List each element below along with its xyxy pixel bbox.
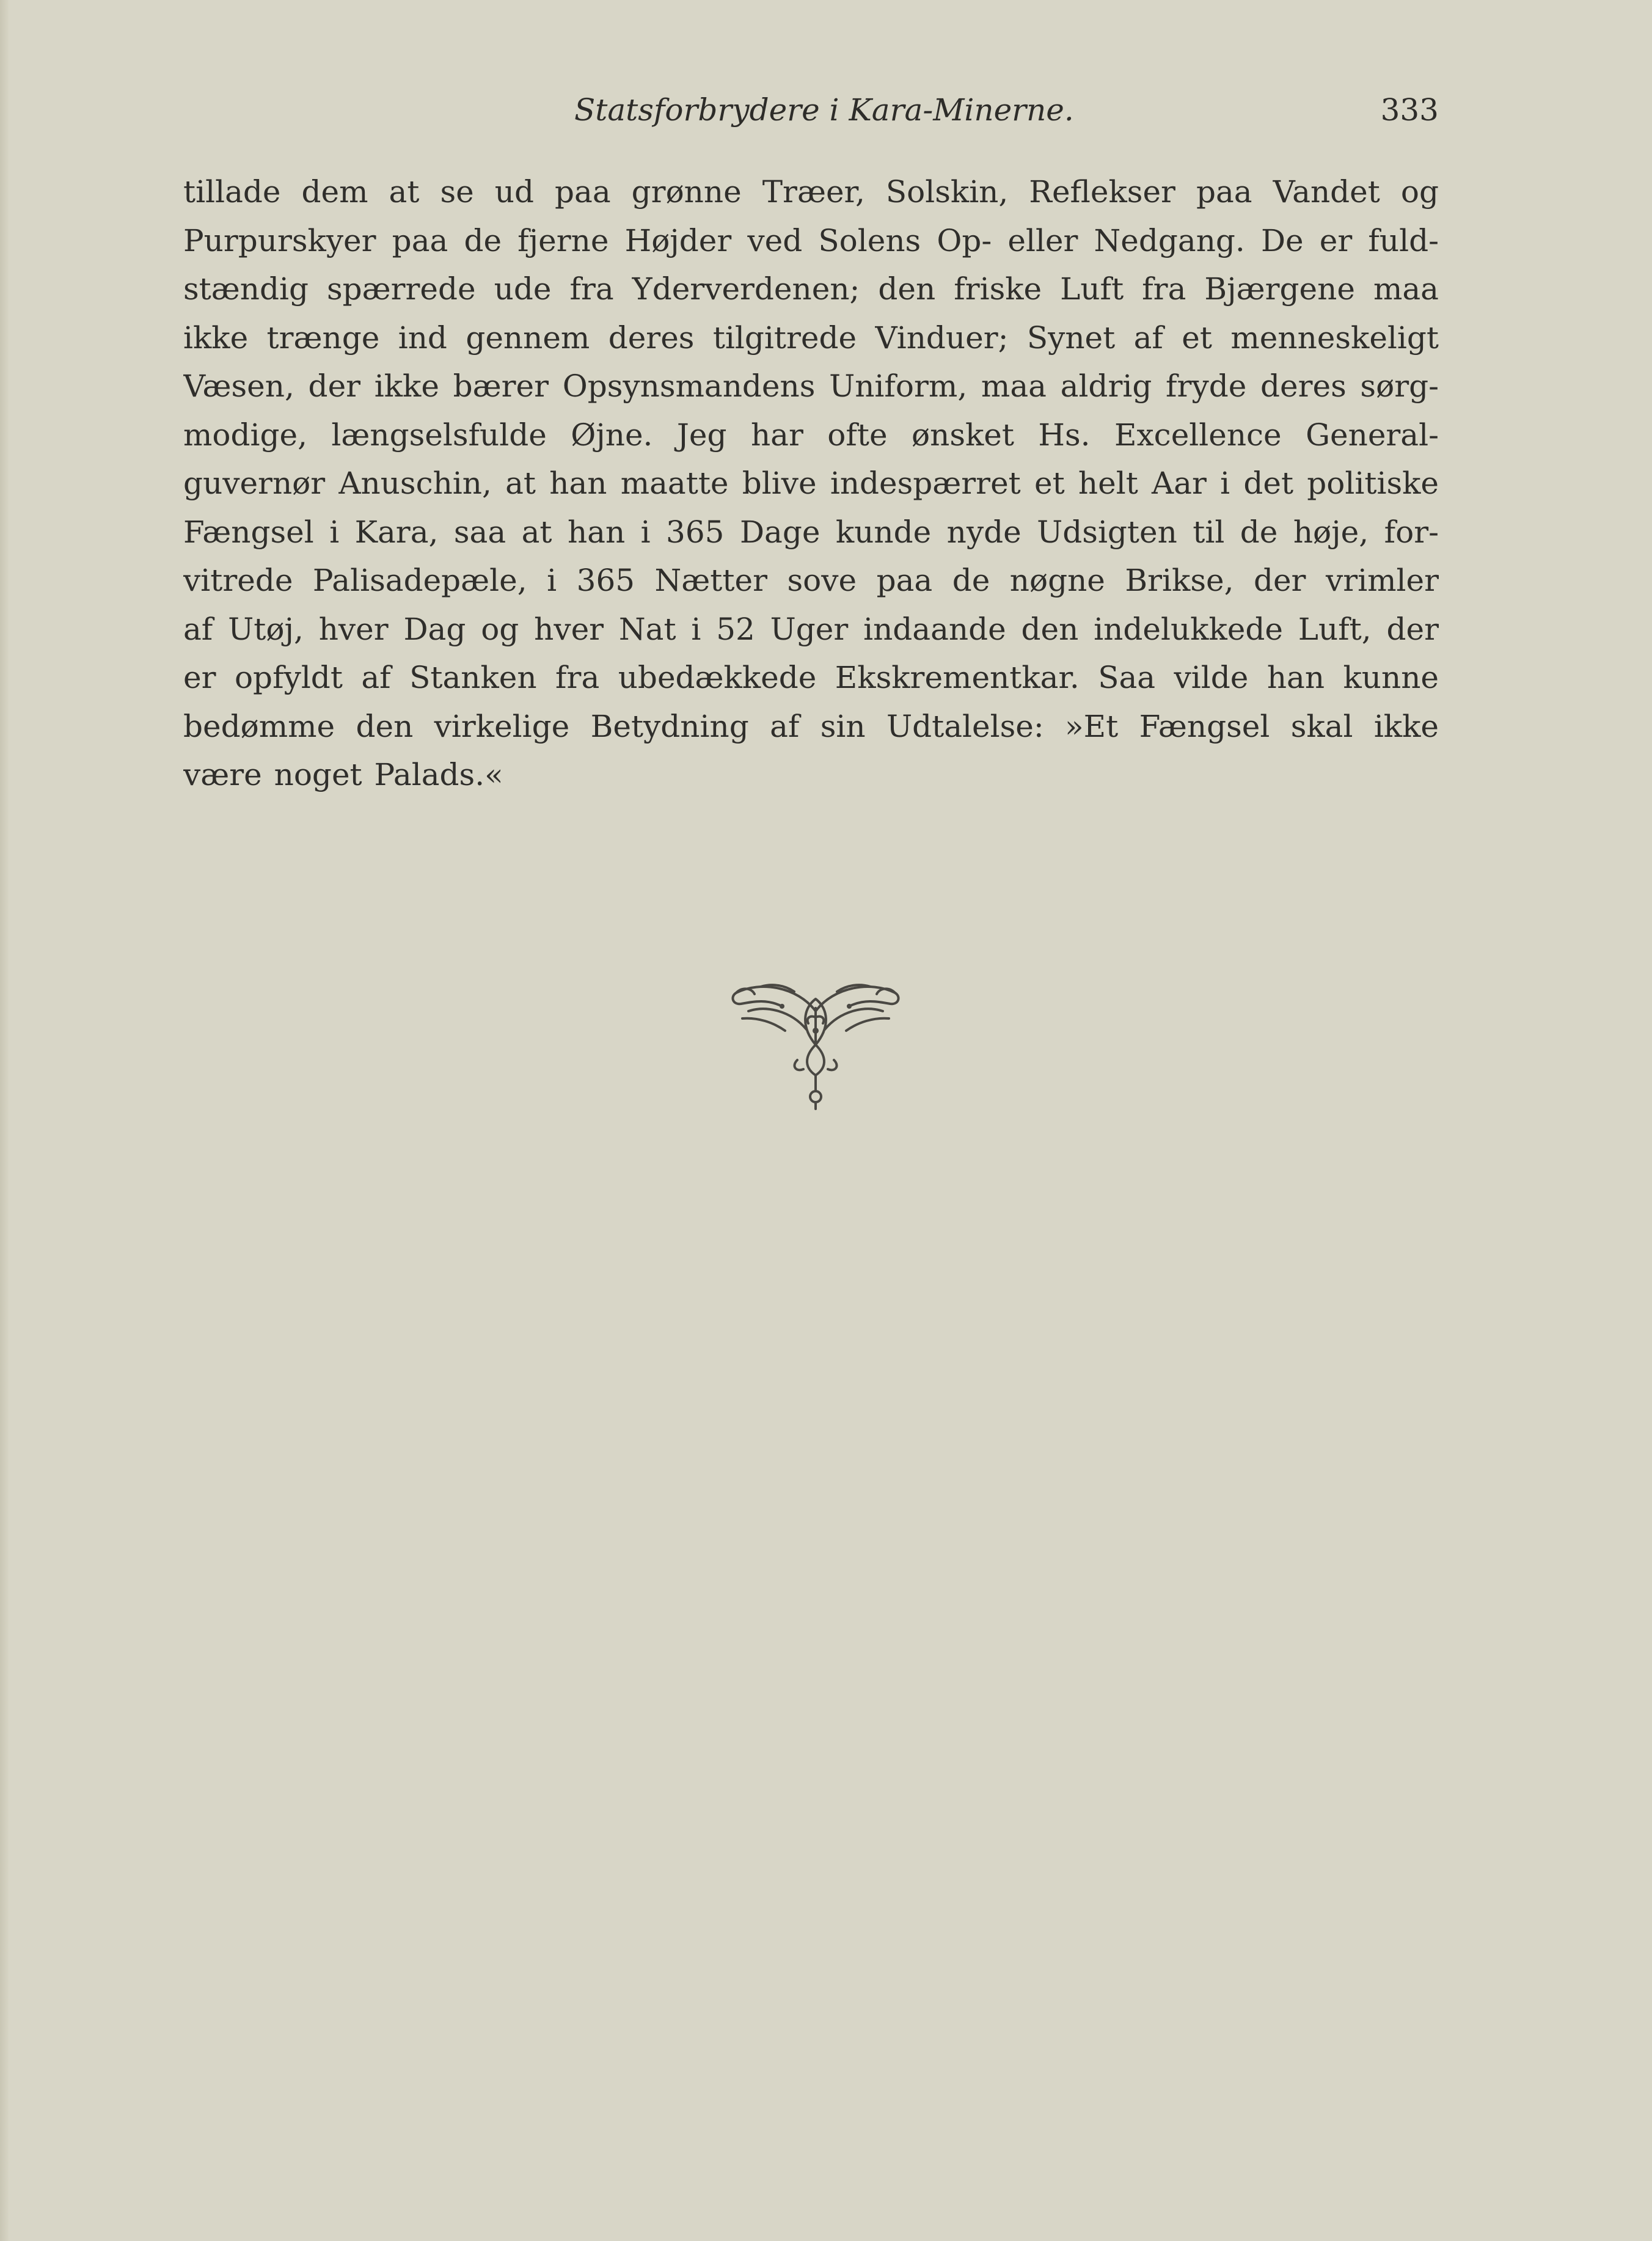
text-line: Purpurskyer paa de fjerne Højder ved Solens Op- eller Nedgang. De er fuld- [183, 222, 1439, 258]
text-line: stændig spærrede ude fra Yderverdenen; den friske Luft fra Bjærgene maa [183, 271, 1439, 307]
text-line: guvernør Anuschin, at han maatte blive indespærret et helt Aar i det politiske [183, 466, 1439, 501]
body-paragraph [183, 168, 1439, 800]
text-line: ikke trænge ind gennem deres tilgitrede Vinduer; Synet af et menneskeligt [183, 320, 1439, 356]
text-line: Fængsel i Kara, saa at han i 365 Dage kunde nyde Udsigten til de høje, for- [183, 514, 1439, 550]
text-line: bedømme den virkelige Betydning af sin Udtalelse: »Et Fængsel skal ikke [183, 708, 1439, 744]
text-line: af Utøj, hver Dag og hver Nat i 52 Uger indaande den indelukkede Luft, der [183, 611, 1439, 647]
text-line: tillade dem at se ud paa grønne Træer, Solskin, Reflekser paa Vandet og [183, 174, 1439, 210]
running-title: Statsforbrydere i Kara-Minerne. [574, 92, 1074, 128]
text-line: være noget Palads.« [183, 757, 503, 792]
text-line: vitrede Palisadepæle, i 365 Nætter sove paa de nøgne Brikse, der vrimler [183, 563, 1439, 598]
page-number: 333 [1380, 92, 1439, 128]
text-line: Væsen, der ikke bærer Opsynsmandens Uniform, maa aldrig fryde deres sørg- [183, 368, 1439, 404]
text-line: modige, længselsfulde Øjne. Jeg har ofte ønsket Hs. Excellence General- [183, 417, 1439, 453]
floral-tailpiece-icon [724, 974, 907, 1112]
page-header [183, 86, 1439, 134]
text-line: er opfyldt af Stanken fra ubedækkede Ekskrementkar. Saa vilde han kunne [183, 660, 1439, 695]
page-gutter-edge [0, 0, 9, 2241]
